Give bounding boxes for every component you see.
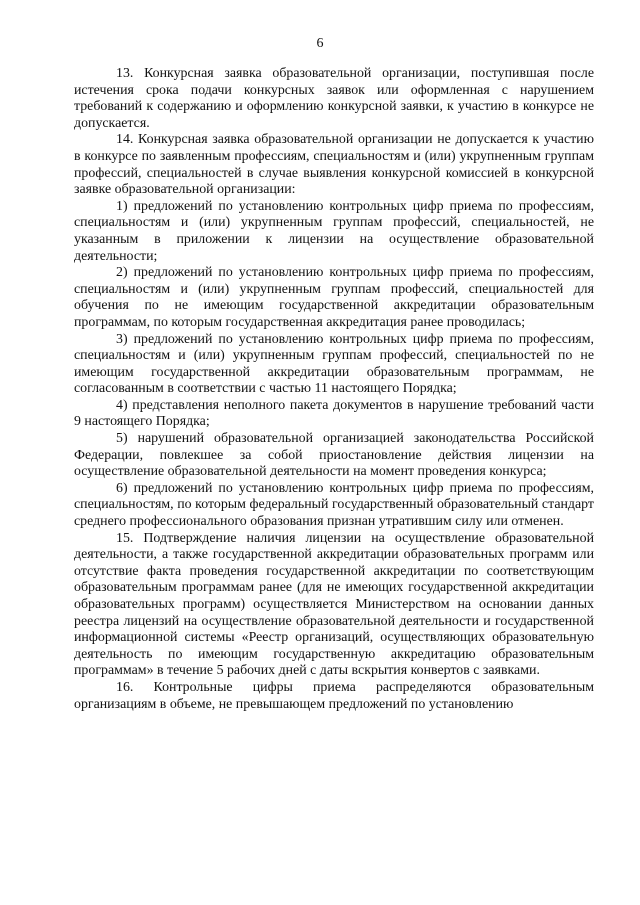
paragraph-16: 16. Контрольные цифры приема распределяются образовательным организациям в объеме, не превышающем предложений по установлению [74,679,594,712]
document-body [74,66,594,713]
list-item-5: 5) нарушений образовательной организацией законодательства Российской Федерации, повлекшее за собой приостановление действия лицензии на осуществление образовательной деятельности на момент проведения конкурса; [74,431,594,480]
list-item-1: 1) предложений по установлению контрольных цифр приема по профессиям, специальностям и (или) укрупненным группам профессий, специальностей, не указанным в приложении к лицензии на осуществление образовательной деятельности; [74,198,594,264]
paragraph-14: 14. Конкурсная заявка образовательной организации не допускается к участию в конкурсе по заявленным профессиям, специальностям и (или) укрупненным группам профессий, специальностей в случае выявления конкурсной комиссией в конкурсной заявке образовательной организации: [74,132,594,198]
paragraph-13: 13. Конкурсная заявка образовательной организации, поступившая после истечения срока подачи конкурсных заявок или оформленная с нарушением требований к содержанию и оформлению конкурсной заявки, к участию в конкурсе не допускается. [74,66,594,131]
paragraph-15: 15. Подтверждение наличия лицензии на осуществление образовательной деятельности, а также государственной аккредитации образовательных программ или отсутствие факта проведения государственной аккредитации по соответствующим образовательным программам ранее (для не имеющих государственной аккредитации образовательных программ) осуществляется Министерством на основании данных реестра лицензий на осуществление образовательной деятельности и государственной информационной системы «Реестр организаций, осуществляющих образовательную деятельность по имеющим государственную аккредитацию образовательным программам» в течение 5 рабочих дней с даты вскрытия конвертов с заявками. [74,530,594,679]
list-item-4: 4) представления неполного пакета документов в нарушение требований части 9 настоящего Порядка; [74,397,594,430]
list-item-6: 6) предложений по установлению контрольных цифр приема по профессиям, специальностям, по которым федеральный государственный образовательный стандарт среднего профессионального образования признан утратившим силу или отменен. [74,480,594,530]
page-number: 6 [316,36,324,51]
list-item-3: 3) предложений по установлению контрольных цифр приема по профессиям, специальностям и (или) укрупненным группам профессий, специальностей по не имеющим государственной аккредитации образовательным программам, не согласованным в соответствии с частью 11 настоящего Порядка; [74,331,594,397]
list-item-2: 2) предложений по установлению контрольных цифр приема по профессиям, специальностям и (или) укрупненным группам профессий, специальностей для обучения по не имеющим государственной аккредитации образовательным программам, по которым государственная аккредитация ранее проводилась; [74,265,594,330]
